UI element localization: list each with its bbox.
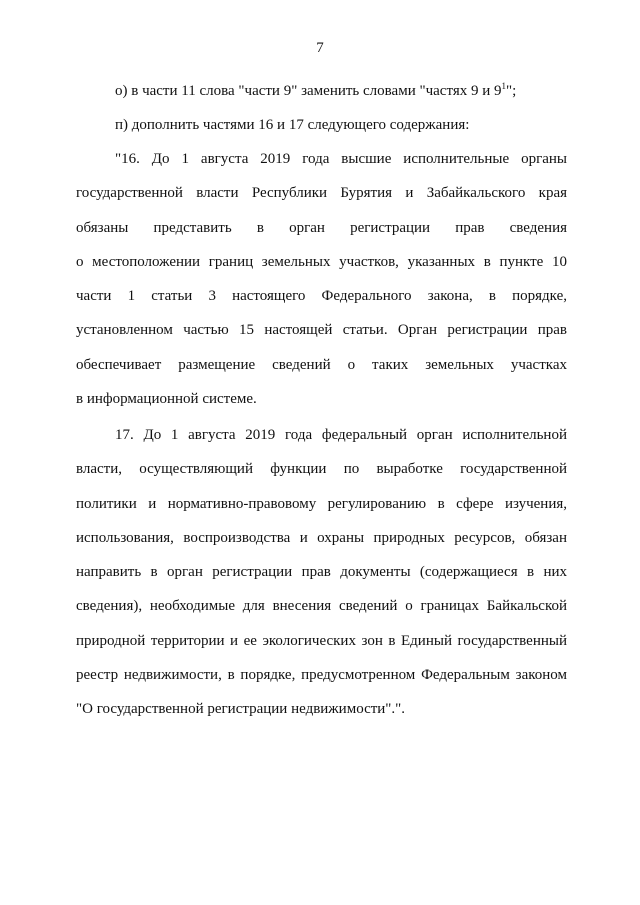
part-16-paragraph [76, 142, 567, 416]
part-16-line: "16. До 1 августа 2019 года высшие исполнительные органы [115, 151, 567, 167]
part-17-line: реестр недвижимости, в порядке, предусмотренном Федеральным законом [76, 667, 567, 684]
item-o-superscript: 1 [501, 81, 506, 91]
item-o-text: о) в части 11 слова "части 9" заменить словами "частях 9 и 9 [115, 83, 502, 99]
part-16-line: обязаны представить в орган регистрации прав сведения [76, 219, 567, 236]
part-16-line: государственной власти Республики Бурятия и Забайкальского края [76, 185, 567, 202]
part-17-line: власти, осуществляющий функции по выработке государственной [76, 461, 567, 478]
part-17-paragraph [76, 418, 567, 727]
part-17-line: природной территории и ее экологических зон в Единый государственный [76, 632, 567, 649]
part-17-line: сведения), необходимые для внесения сведений о границах Байкальской [76, 598, 567, 615]
part-17-line: 17. До 1 августа 2019 года федеральный орган исполнительной [115, 427, 567, 443]
part-16-line: обеспечивает размещение сведений о таких земельных участках [76, 356, 567, 373]
part-16-line: части 1 статьи 3 настоящего Федерального закона, в порядке, [76, 288, 567, 305]
item-o-line [76, 74, 567, 108]
part-16-line: установленном частью 15 настоящей статьи. Орган регистрации прав [76, 322, 567, 339]
part-17-line: направить в орган регистрации прав документы (содержащиеся в них [76, 564, 567, 581]
part-16-line: о местоположении границ земельных участков, указанных в пункте 10 [76, 253, 567, 270]
part-17-line: использования, воспроизводства и охраны природных ресурсов, обязан [76, 529, 567, 546]
page-number: 7 [316, 40, 324, 56]
item-o-text-end: "; [506, 83, 517, 99]
part-17-line: "О государственной регистрации недвижимости".". [76, 701, 406, 718]
item-o-paragraph [76, 74, 567, 108]
part-16-line: в информационной системе. [76, 391, 257, 408]
item-p-line: п) дополнить частями 16 и 17 следующего содержания: [115, 117, 470, 133]
part-17-line: политики и нормативно-правовому регулированию в сфере изучения, [76, 495, 567, 512]
item-p-paragraph [76, 108, 567, 142]
